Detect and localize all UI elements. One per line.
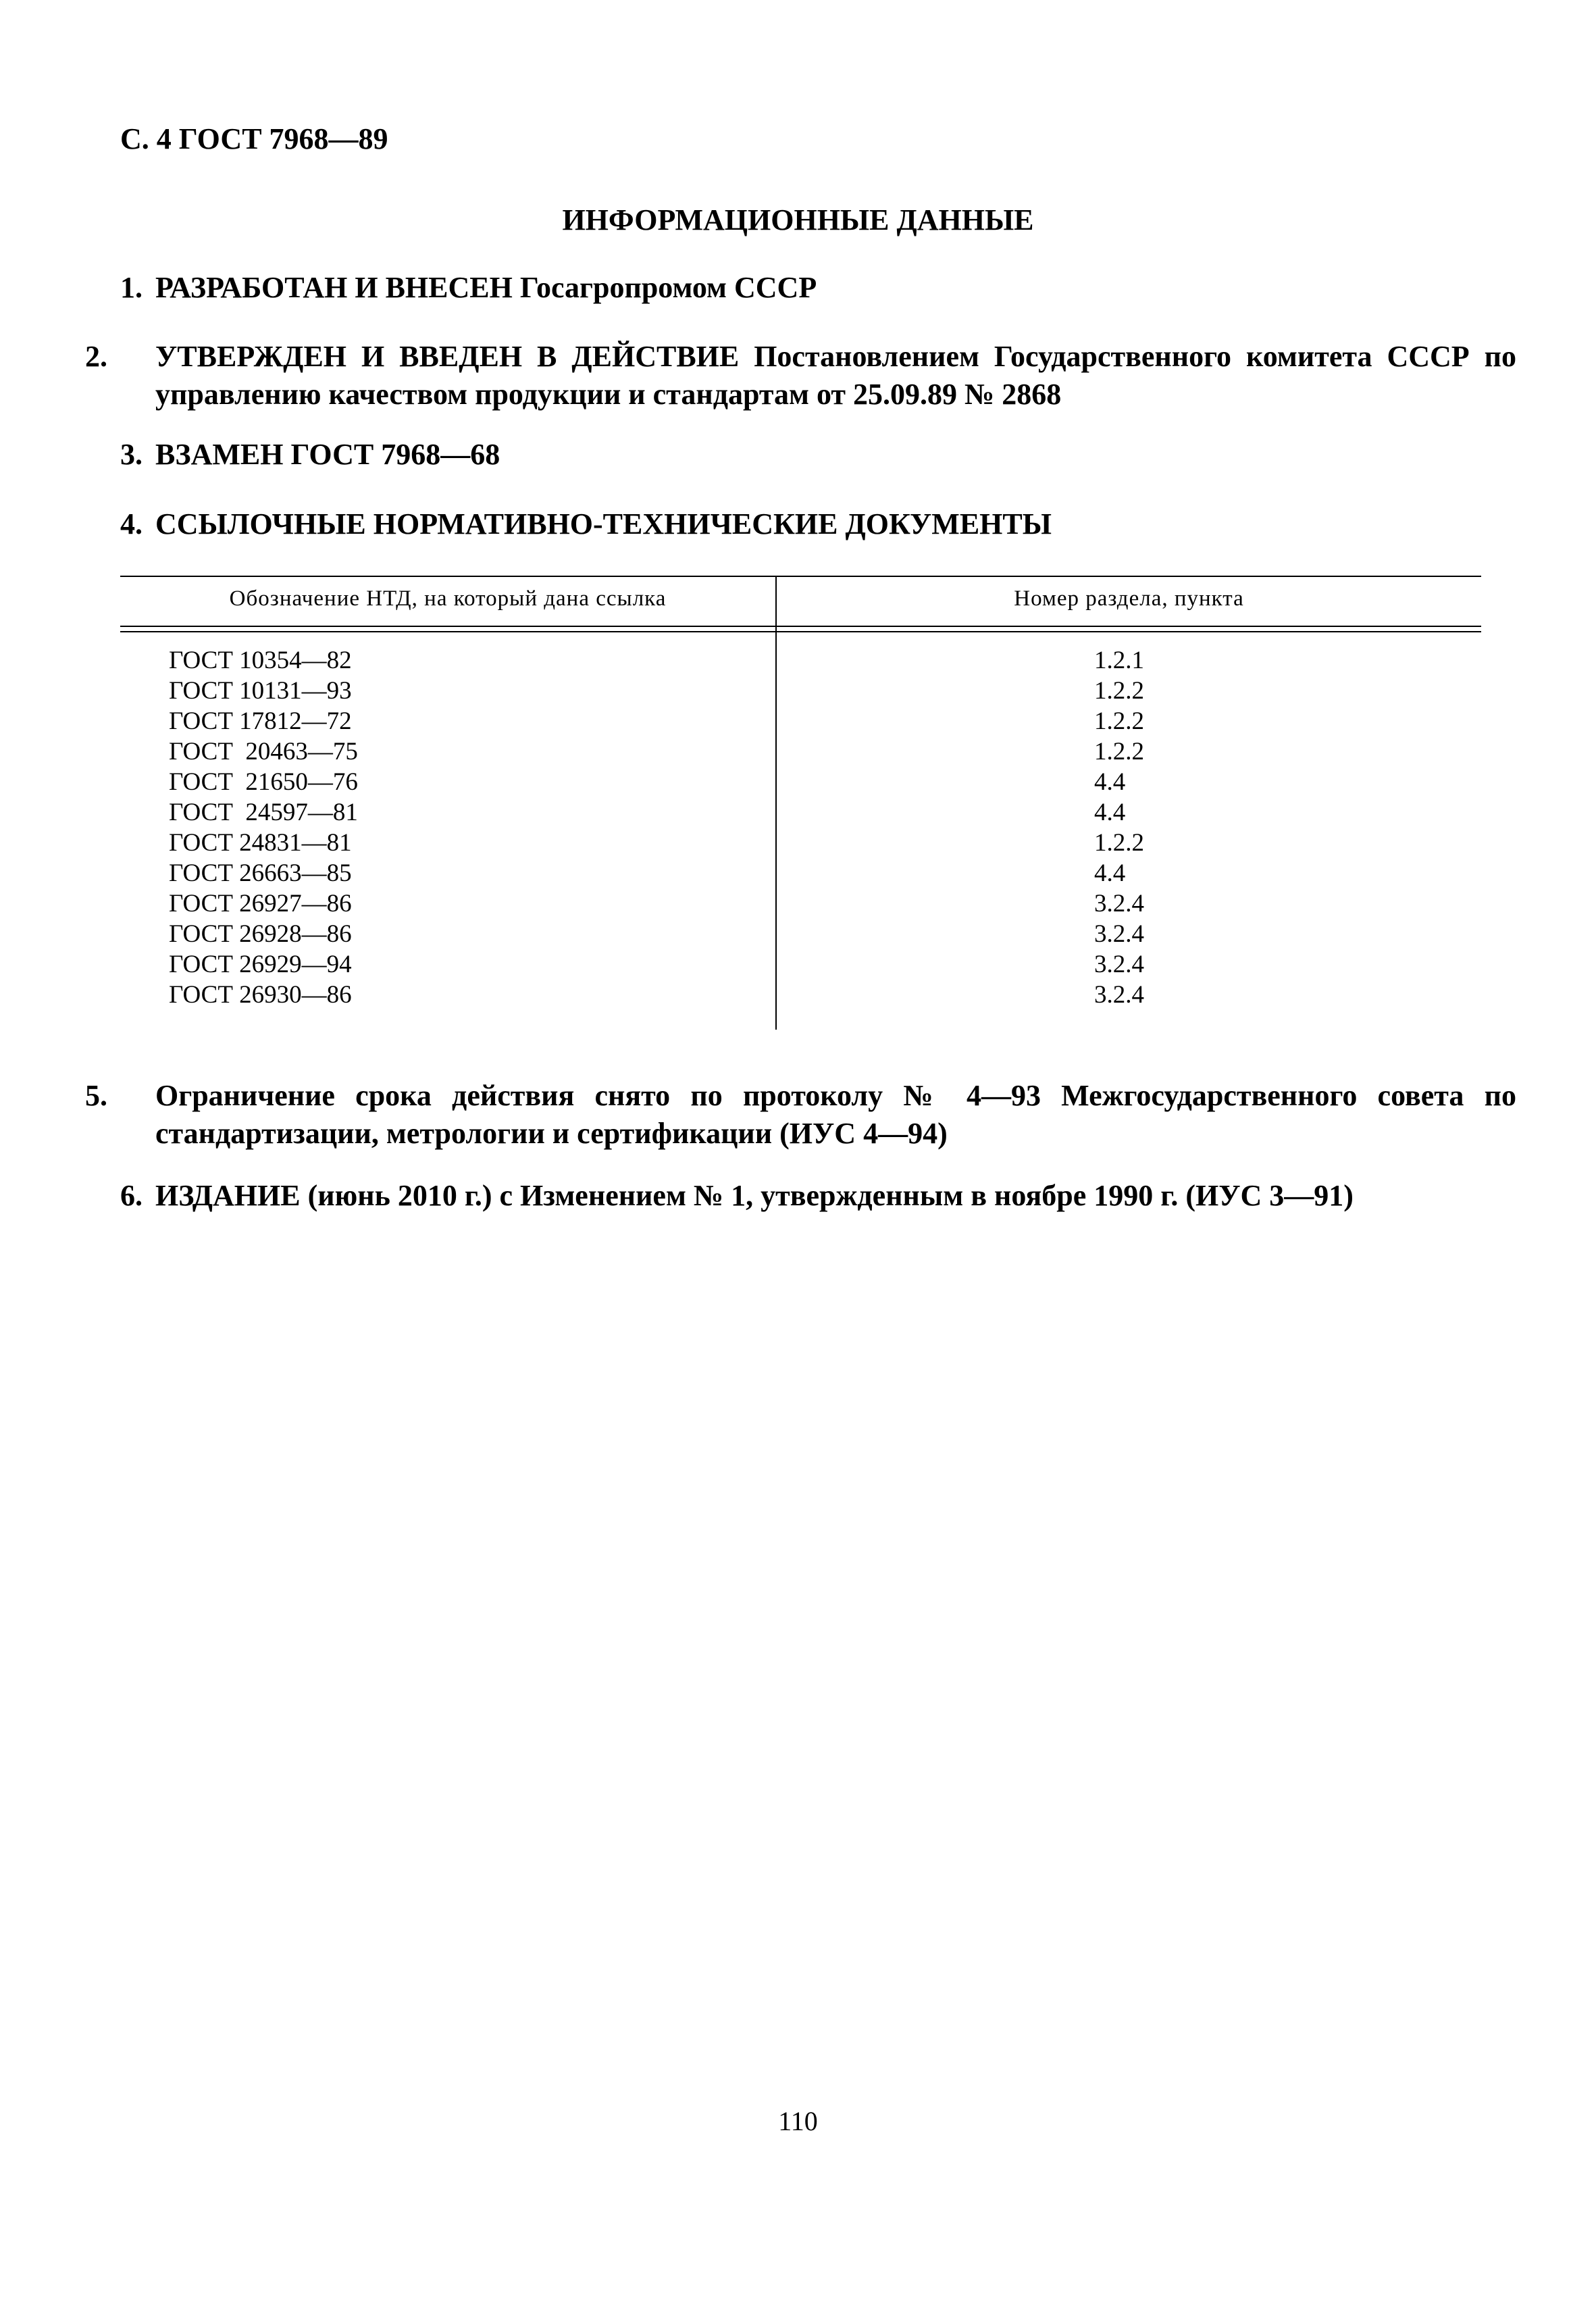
item-caps: ВЗАМЕН ГОСТ 7968—68 <box>155 438 500 471</box>
item-text: Ограничение срока действия снято по протоколу № 4—93 Межгосударственного совета по стандартизации, метрологии и сертификации (ИУС 4—94) <box>155 1079 1516 1150</box>
table-header-rule <box>120 626 1481 627</box>
section-number: 1.2.2 <box>1094 829 1144 857</box>
table-row <box>0 767 1596 797</box>
table-header-designation: Обозначение НТД, на который дана ссылка <box>229 586 667 611</box>
item-text: (июнь 2010 г.) с Изменением № 1, утвержденным в ноябре 1990 г. (ИУС 3—91) <box>300 1179 1354 1212</box>
item-text: Госагропромом СССР <box>512 271 817 304</box>
item-number: 6. <box>120 1179 143 1212</box>
item-number: 4. <box>120 507 143 540</box>
table-row <box>0 828 1596 858</box>
section-number: 4.4 <box>1094 859 1126 887</box>
table-row <box>0 645 1596 676</box>
section-number: 3.2.4 <box>1094 951 1144 978</box>
table-row <box>0 949 1596 980</box>
table-row <box>0 980 1596 1010</box>
table-top-rule <box>120 576 1481 577</box>
section-number: 1.2.2 <box>1094 738 1144 765</box>
item-caps: ИЗДАНИЕ <box>155 1179 301 1212</box>
ntd-designation: ГОСТ 17812—72 <box>169 707 352 735</box>
table-row <box>0 858 1596 888</box>
section-number: 1.2.2 <box>1094 677 1144 705</box>
item-caps: УТВЕРЖДЕН И ВВЕДЕН В ДЕЙСТВИЕ <box>155 340 740 373</box>
page-header: С. 4 ГОСТ 7968—89 <box>120 122 388 155</box>
info-item-3 <box>120 436 1481 474</box>
ntd-designation: ГОСТ 26929—94 <box>169 951 352 978</box>
table-row <box>0 888 1596 919</box>
item-text: Постановлением Государственного комитета СССР по управлению качеством продукции и стандартам от 25.09.89 № 2868 <box>155 340 1516 411</box>
table-row <box>0 919 1596 949</box>
ntd-designation: ГОСТ 10354—82 <box>169 647 352 674</box>
table-header-section: Номер раздела, пункта <box>1014 586 1244 611</box>
section-number: 1.2.2 <box>1094 707 1144 735</box>
table-row <box>0 676 1596 706</box>
ntd-designation: ГОСТ 21650—76 <box>169 768 358 796</box>
table-row <box>0 706 1596 736</box>
table-body <box>0 645 1596 1010</box>
info-item-4 <box>120 505 1481 543</box>
section-number: 3.2.4 <box>1094 981 1144 1009</box>
item-number: 2. <box>85 340 107 373</box>
ntd-designation: ГОСТ 26663—85 <box>169 859 352 887</box>
section-title: ИНФОРМАЦИОННЫЕ ДАННЫЕ <box>562 203 1034 236</box>
item-caps: ССЫЛОЧНЫЕ НОРМАТИВНО-ТЕХНИЧЕСКИЕ ДОКУМЕНТЫ <box>155 507 1052 540</box>
section-number: 4.4 <box>1094 799 1126 826</box>
item-caps: РАЗРАБОТАН И ВНЕСЕН <box>155 271 513 304</box>
info-item-6 <box>120 1177 1481 1215</box>
info-item-2 <box>85 338 1516 413</box>
ntd-designation: ГОСТ 26930—86 <box>169 981 352 1009</box>
section-number: 1.2.1 <box>1094 647 1144 674</box>
info-item-5 <box>85 1077 1516 1153</box>
item-number: 3. <box>120 438 143 471</box>
ntd-designation: ГОСТ 10131—93 <box>169 677 352 705</box>
ntd-designation: ГОСТ 26928—86 <box>169 920 352 948</box>
table-row <box>0 736 1596 767</box>
ntd-designation: ГОСТ 20463—75 <box>169 738 358 765</box>
ntd-designation: ГОСТ 26927—86 <box>169 890 352 917</box>
item-number: 5. <box>85 1079 107 1112</box>
section-number: 3.2.4 <box>1094 890 1144 917</box>
item-number: 1. <box>120 271 143 304</box>
section-number: 4.4 <box>1094 768 1126 796</box>
info-item-1 <box>120 269 1481 307</box>
page-number: 110 <box>778 2106 818 2136</box>
ntd-designation: ГОСТ 24831—81 <box>169 829 352 857</box>
ntd-designation: ГОСТ 24597—81 <box>169 799 358 826</box>
table-row <box>0 797 1596 828</box>
table-header-rule-double <box>120 631 1481 632</box>
section-number: 3.2.4 <box>1094 920 1144 948</box>
